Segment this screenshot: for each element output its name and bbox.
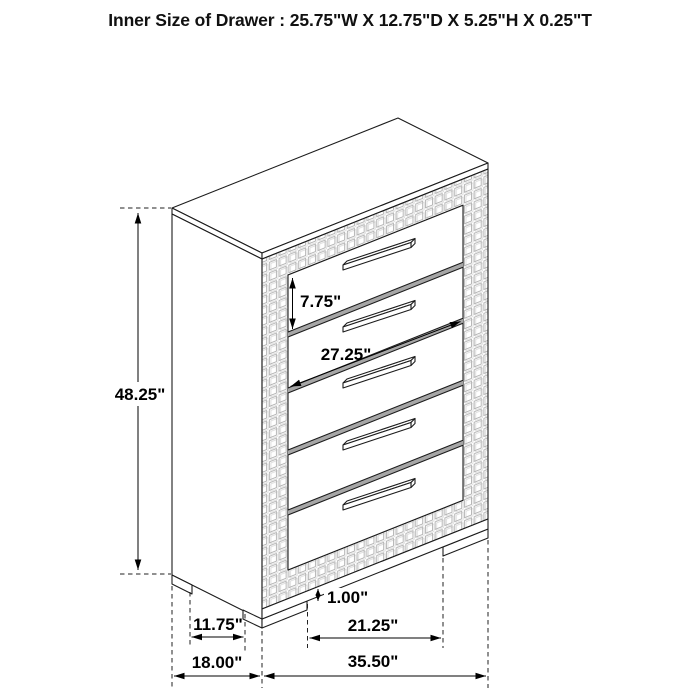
dimension-base-height <box>318 588 370 607</box>
side-panel <box>172 214 262 620</box>
side-foot-spacing-label: 11.75" <box>193 615 243 634</box>
dimension-overall-depth <box>174 653 260 676</box>
height-label: 48.25" <box>114 385 166 404</box>
dimension-side-foot-spacing <box>192 615 244 637</box>
base-height-label: 1.00" <box>327 588 369 607</box>
dimension-overall-height <box>115 208 171 574</box>
depth-label: 18.00" <box>191 653 243 672</box>
drawer-width-label: 27.25" <box>320 345 372 364</box>
chest-body <box>172 118 488 628</box>
front-foot-spacing-label: 21.25" <box>347 616 399 635</box>
dimension-front-foot-spacing <box>310 616 442 638</box>
drawer-height-label: 7.75" <box>300 292 342 311</box>
width-label: 35.50" <box>347 652 399 671</box>
dimension-overall-width <box>264 652 486 676</box>
diagram-title: Inner Size of Drawer : 25.75"W X 12.75"D X 5.25"H X 0.25"T <box>108 10 592 30</box>
